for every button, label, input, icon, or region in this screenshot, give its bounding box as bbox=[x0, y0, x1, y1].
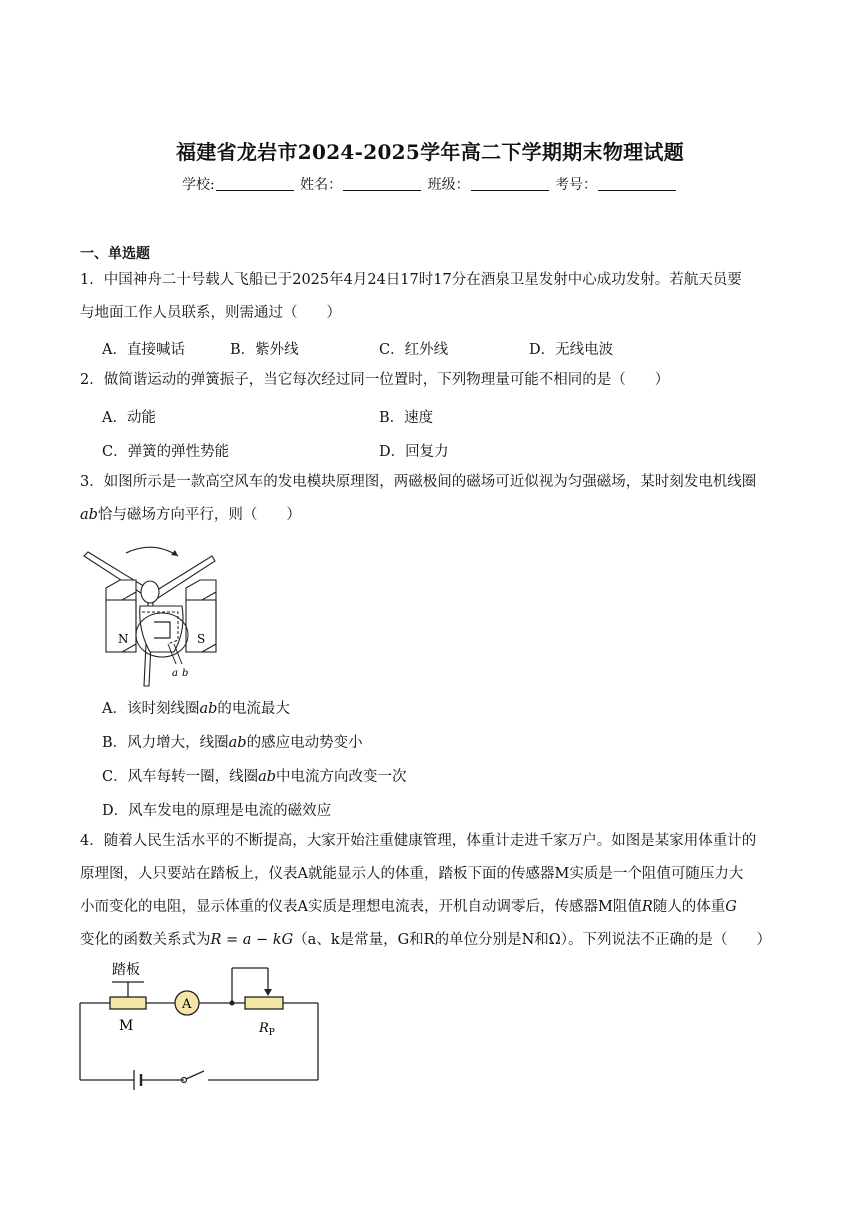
question-4 bbox=[80, 825, 783, 957]
name-blank[interactable] bbox=[343, 176, 421, 191]
class-label: 班级： bbox=[427, 177, 470, 193]
q3-option-a[interactable] bbox=[102, 697, 290, 718]
q2-option-c[interactable]: C．弹簧的弹性势能 bbox=[102, 444, 230, 460]
q2-option-a[interactable]: A．动能 bbox=[102, 410, 156, 426]
question-2-line-1: 2．做简谐运动的弹簧振子，当它每次经过同一位置时，下列物理量可能不相同的是（ ） bbox=[80, 372, 670, 388]
coil-ab-var: ab bbox=[80, 507, 98, 523]
north-pole-label: N bbox=[118, 632, 129, 646]
question-4-line-2: 原理图，人只要站在踏板上，仪表A就能显示人的体重，踏板下面的传感器M实质是一个阻值可随压力大 bbox=[80, 866, 744, 882]
sensor-label: M bbox=[119, 1018, 134, 1034]
page-title: 福建省龙岩市2024-2025学年高二下学期期末物理试题 bbox=[175, 140, 685, 164]
student-info-line bbox=[0, 174, 860, 194]
rotation-arc bbox=[126, 547, 178, 556]
name-label: 姓名： bbox=[300, 177, 343, 193]
q2-option-d[interactable]: D．回复力 bbox=[379, 444, 449, 460]
rheostat-label bbox=[258, 1021, 275, 1038]
q4-line3-pre: 小而变化的电阻，显示体重的仪表A实质是理想电流表，开机自动调零后，传感器M阻值 bbox=[80, 899, 642, 915]
question-4-line-3 bbox=[80, 891, 783, 924]
q4-line4-pre: 变化的函数关系式为 bbox=[80, 932, 211, 948]
south-pole-label: S bbox=[197, 632, 206, 646]
class-blank[interactable] bbox=[471, 176, 549, 191]
question-4-line-4 bbox=[80, 924, 783, 957]
q4-formula: R = a − kG bbox=[210, 932, 294, 948]
number-blank[interactable] bbox=[598, 176, 676, 191]
question-4-line-1: 4．随着人民生活水平的不断提高，大家开始注重健康管理，体重计走进千家万户。如图是某家用体重计的 bbox=[80, 833, 757, 849]
question-3-line-2-text: 恰与磁场方向平行，则（ ） bbox=[97, 507, 301, 523]
wind-generator-figure bbox=[78, 540, 238, 690]
question-1-line-2: 与地面工作人员联系，则需通过（ ） bbox=[80, 305, 341, 321]
q3-a-pre: A．该时刻线圈 bbox=[102, 701, 200, 717]
q3-option-b[interactable] bbox=[102, 731, 363, 752]
ammeter-label: A bbox=[182, 997, 192, 1012]
q3-b-pre: B．风力增大，线圈 bbox=[102, 735, 229, 751]
rheostat-r: R bbox=[259, 1021, 269, 1036]
q1-option-d[interactable]: D．无线电波 bbox=[529, 342, 614, 358]
label-a: a bbox=[172, 668, 178, 679]
q1-option-a[interactable]: A．直接喊话 bbox=[102, 342, 185, 358]
spacer bbox=[202, 1072, 318, 1080]
q3-option-c[interactable] bbox=[102, 765, 407, 786]
scale-circuit-figure bbox=[74, 958, 330, 1094]
q4-var-g: G bbox=[725, 899, 737, 915]
sensor-m bbox=[110, 997, 146, 1009]
label-b: b bbox=[182, 668, 189, 679]
q3-b-post: 的感应电动势变小 bbox=[246, 735, 363, 751]
q1-option-c[interactable]: C．红外线 bbox=[379, 342, 449, 358]
q4-var-r: R bbox=[641, 899, 653, 915]
q2-option-b[interactable]: B．速度 bbox=[379, 410, 434, 426]
q3-c-post: 中电流方向改变一次 bbox=[276, 769, 407, 785]
q4-line4-post: （a、k是常量，G和R的单位分别是N和Ω）。下列说法不正确的是（ ） bbox=[293, 932, 772, 948]
q4-line3-mid: 随人的体重 bbox=[652, 899, 726, 915]
question-1 bbox=[80, 264, 783, 330]
q3-option-d[interactable]: D．风车发电的原理是电流的磁效应 bbox=[102, 803, 332, 819]
magnet-n-top bbox=[106, 580, 136, 600]
q3-b-var: ab bbox=[228, 735, 247, 751]
q3-c-var: ab bbox=[258, 769, 277, 785]
question-3-line-1: 3．如图所示是一款高空风车的发电模块原理图，两磁极间的磁场可近似视为匀强磁场，某时刻发电机线圈 bbox=[80, 474, 757, 490]
rotor-hub bbox=[141, 581, 159, 603]
question-1-line-1: 1．中国神舟二十号载人飞船已于2025年4月24日17时17分在酒泉卫星发射中心成功发射。若航天员要 bbox=[80, 272, 742, 288]
q1-option-b[interactable]: B．紫外线 bbox=[230, 342, 299, 358]
school-label: 学校: bbox=[181, 177, 215, 193]
slider-arrow bbox=[264, 989, 272, 996]
q3-a-post: 的电流最大 bbox=[217, 701, 290, 717]
magnet-s-top bbox=[186, 580, 216, 600]
question-2 bbox=[80, 364, 783, 397]
switch-blade[interactable] bbox=[186, 1071, 204, 1079]
number-label: 考号： bbox=[555, 177, 598, 193]
rheostat-sub: P bbox=[268, 1028, 275, 1038]
q3-c-pre: C．风车每转一圈，线圈 bbox=[102, 769, 259, 785]
question-3-line-2 bbox=[80, 499, 783, 532]
q3-a-var: ab bbox=[199, 701, 218, 717]
section-heading: 一、单选题 bbox=[80, 246, 150, 262]
question-3 bbox=[80, 466, 783, 532]
school-blank[interactable] bbox=[216, 176, 294, 191]
rheostat bbox=[245, 997, 283, 1009]
pedal-label: 踏板 bbox=[112, 962, 140, 978]
